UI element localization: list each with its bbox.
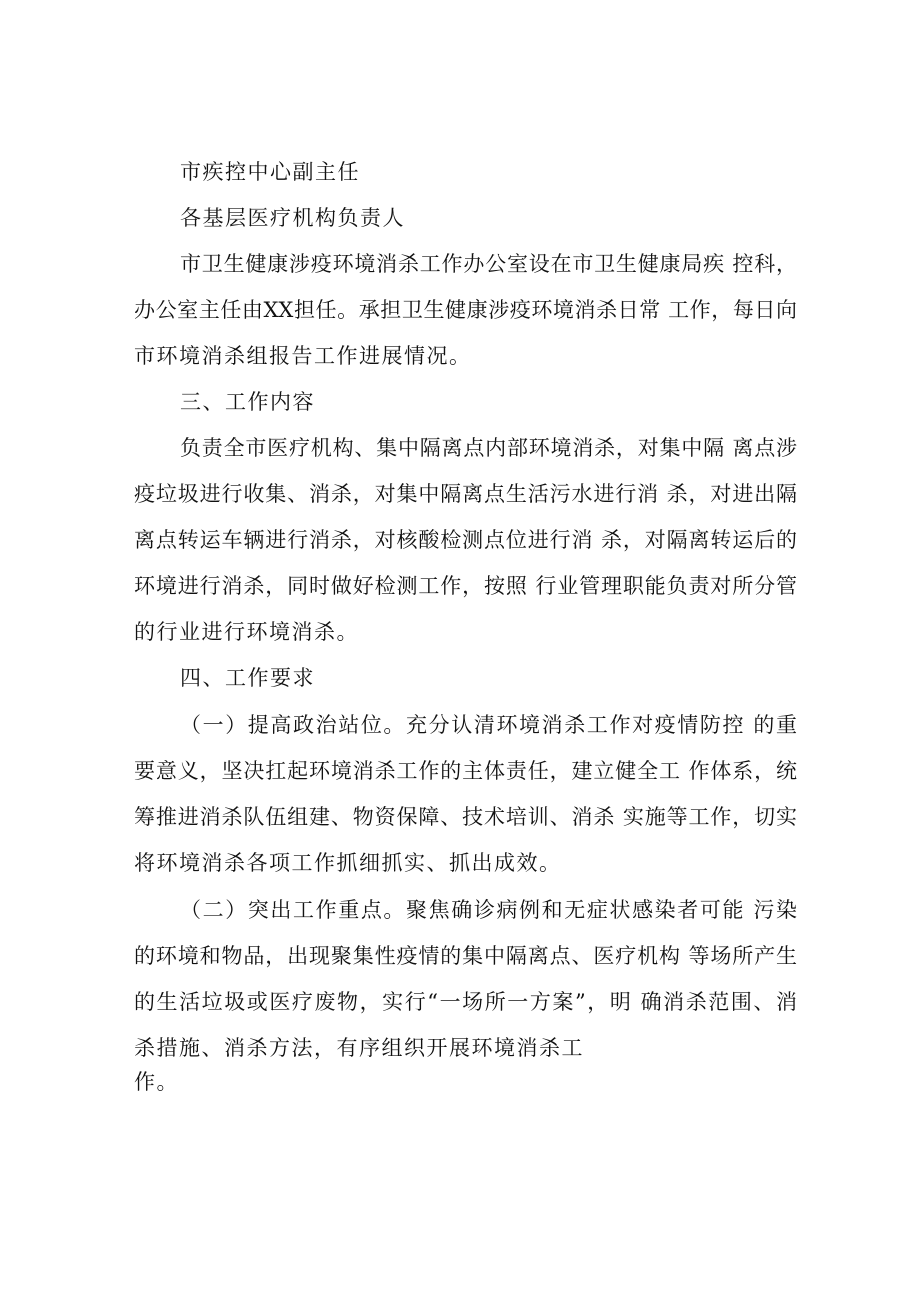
text-line-15: 筹推进消杀队伍组建、物资保障、技术培训、消杀 实施等工作，切实 bbox=[134, 805, 797, 829]
text-line-3: 市卫生健康涉疫环境消杀工作办公室设在市卫生健康局疾 控科， bbox=[180, 252, 797, 276]
text-line-1: 市疾控中心副主任 bbox=[180, 160, 360, 184]
text-line-2: 各基层医疗机构负责人 bbox=[180, 206, 405, 230]
text-line-16: 将环境消杀各项工作抓细抓实、抓出成效。 bbox=[134, 851, 562, 875]
section-heading-4: 四、工作要求 bbox=[180, 666, 315, 690]
text-line-17: （二）突出工作重点。聚焦确诊病例和无症状感染者可能 污染 bbox=[180, 898, 797, 922]
text-line-20: 杀措施、消杀方法，有序组织开展环境消杀工 bbox=[134, 1036, 584, 1060]
text-line-19: 的生活垃圾或医疗废物，实行“一场所一方案”，明 确消杀范围、消 bbox=[134, 990, 797, 1014]
text-line-21: 作。 bbox=[134, 1070, 179, 1094]
text-line-7: 负责全市医疗机构、集中隔离点内部环境消杀，对集中隔 离点涉 bbox=[180, 436, 797, 460]
text-line-8: 疫垃圾进行收集、消杀，对集中隔离点生活污水进行消 杀，对进出隔 bbox=[134, 482, 797, 506]
text-line-10: 环境进行消杀，同时做好检测工作，按照 行业管理职能负责对所分管 bbox=[134, 574, 797, 598]
text-line-9: 离点转运车辆进行消杀，对核酸检测点位进行消 杀，对隔离转运后的 bbox=[134, 528, 797, 552]
text-line-11: 的行业进行环境消杀。 bbox=[134, 620, 359, 644]
text-line-18: 的环境和物品，出现聚集性疫情的集中隔离点、医疗机构 等场所产生 bbox=[134, 944, 797, 968]
text-line-14: 要意义，坚决扛起环境消杀工作的主体责任，建立健全工 作体系，统 bbox=[134, 759, 797, 783]
text-line-13: （一）提高政治站位。充分认清环境消杀工作对疫情防控 的重 bbox=[180, 713, 797, 737]
text-line-5: 市环境消杀组报告工作进展情况。 bbox=[134, 344, 472, 368]
section-heading-3: 三、工作内容 bbox=[180, 390, 315, 414]
text-line-4: 办公室主任由XX担任。承担卫生健康涉疫环境消杀日常 工作，每日向 bbox=[134, 298, 797, 322]
